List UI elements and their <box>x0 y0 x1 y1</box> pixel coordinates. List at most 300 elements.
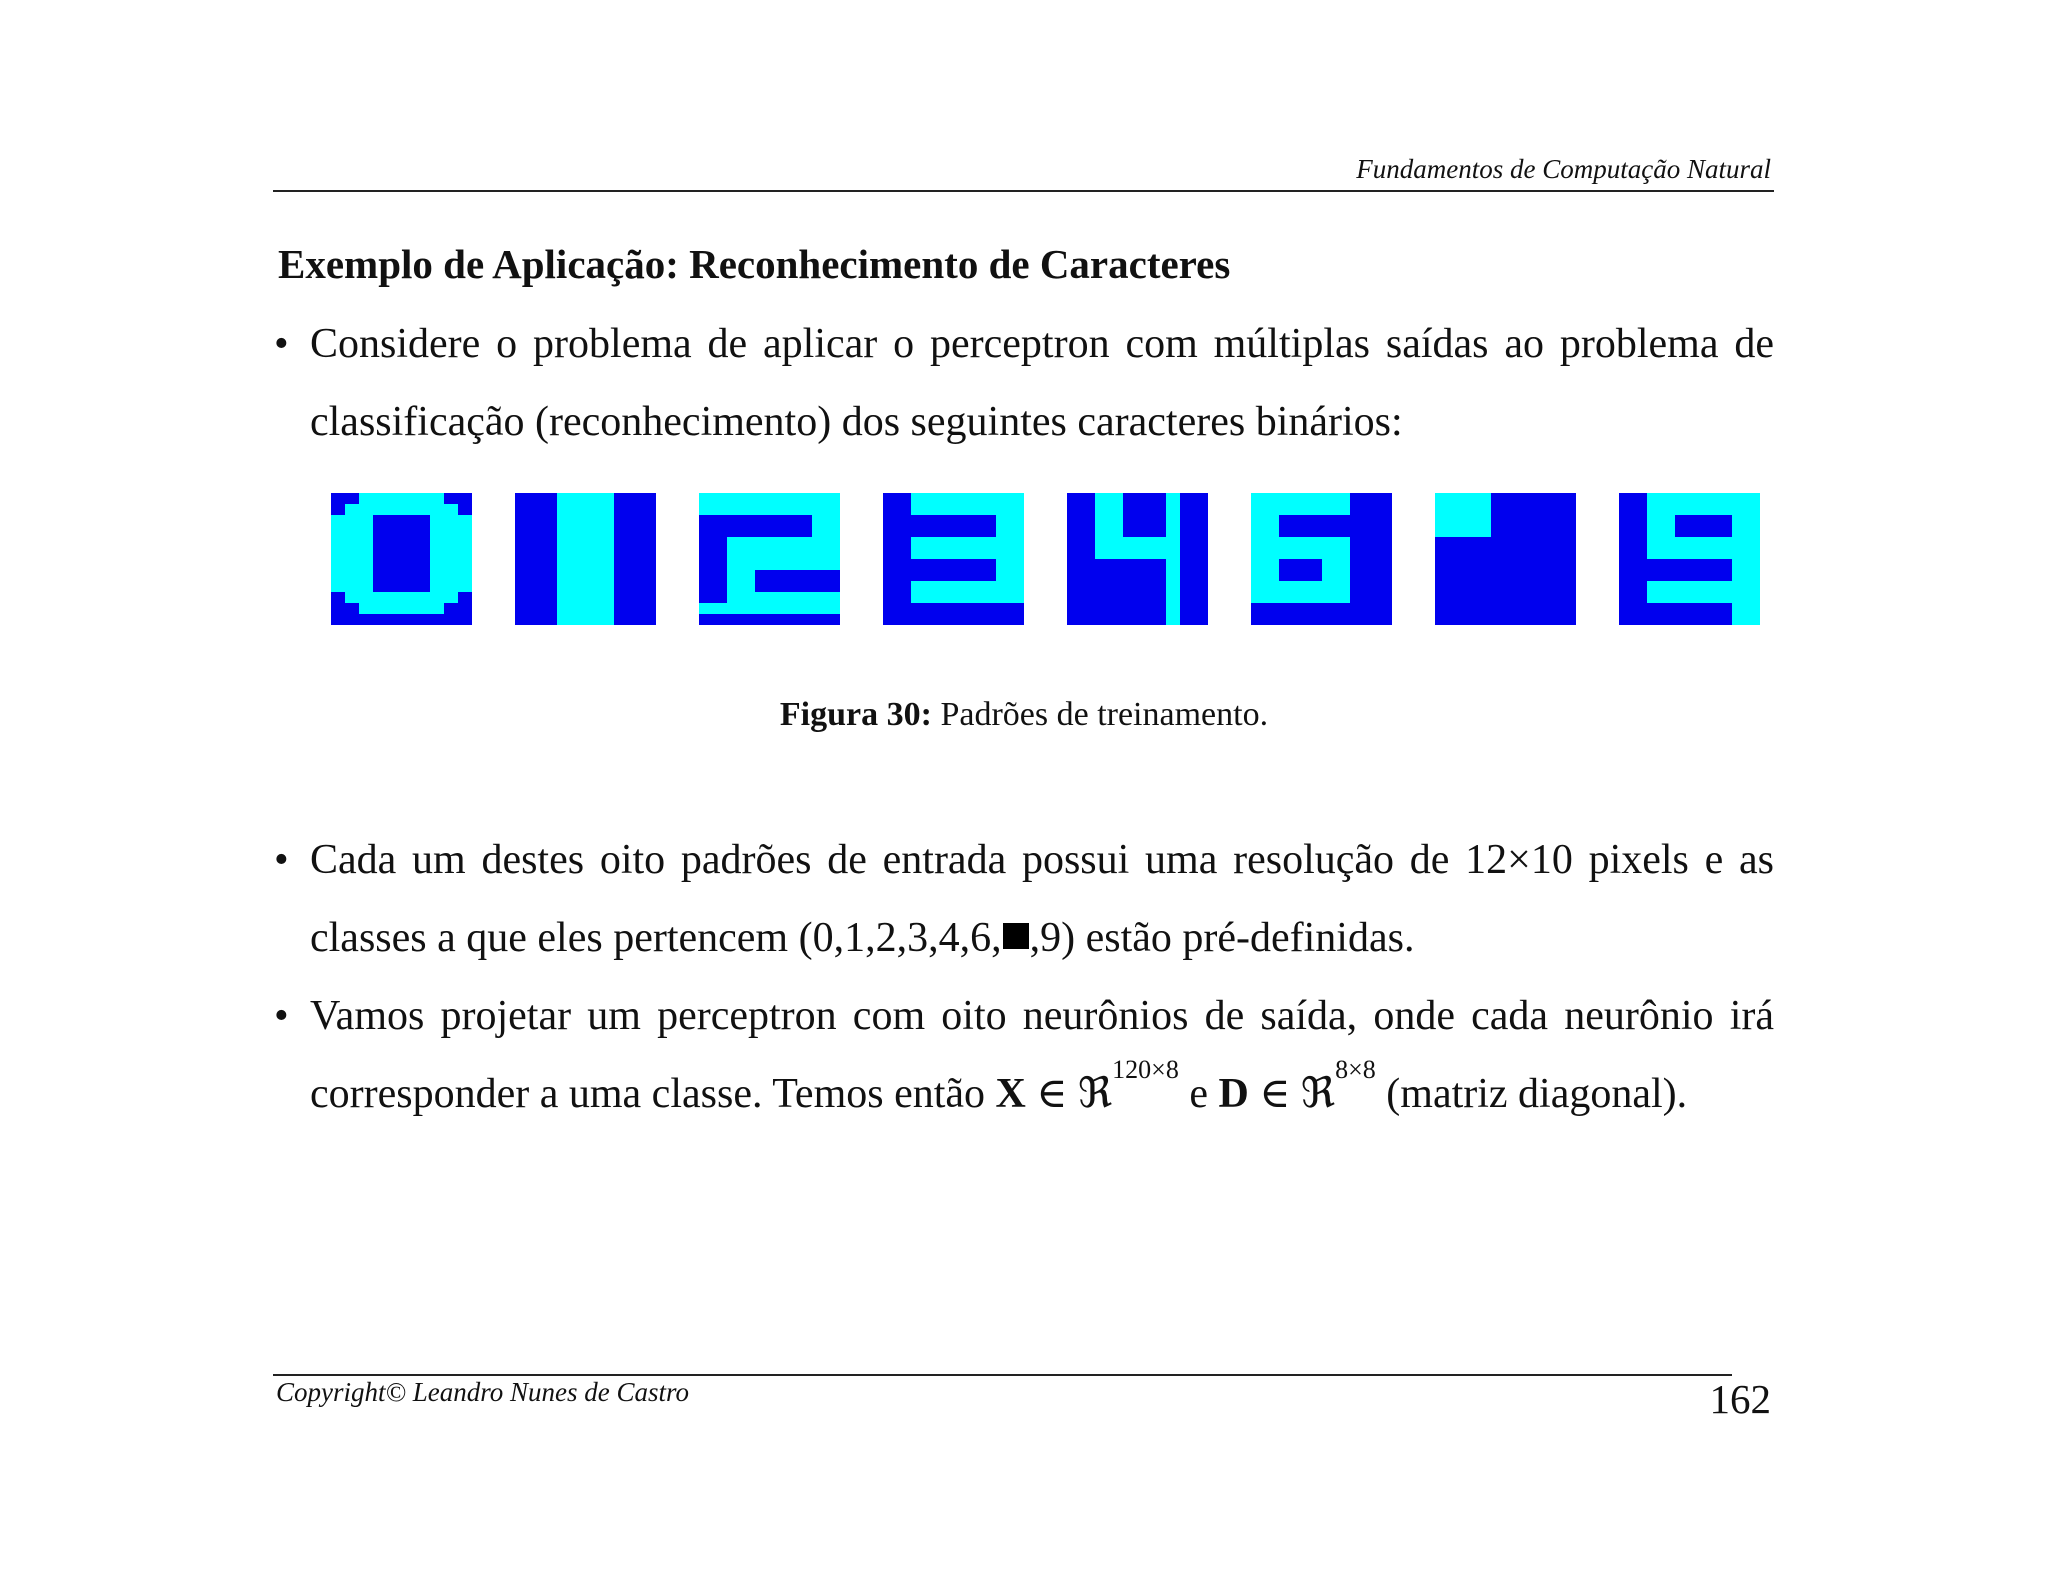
pixel <box>954 537 968 548</box>
pixel <box>925 559 939 570</box>
pixel <box>1336 614 1350 625</box>
pixel <box>359 603 373 614</box>
pixel <box>996 614 1010 625</box>
pixel <box>1534 515 1548 526</box>
pixel <box>1307 559 1321 570</box>
pixel <box>373 614 387 625</box>
pixel <box>416 526 430 537</box>
pixel <box>1619 581 1633 592</box>
pixel <box>1463 603 1477 614</box>
pixel <box>543 504 557 515</box>
pixel <box>1633 559 1647 570</box>
para2-line1 <box>274 827 1774 905</box>
pixel <box>1562 603 1576 614</box>
pixel <box>373 515 387 526</box>
pixel <box>1732 515 1746 526</box>
pixel <box>954 570 968 581</box>
pixel <box>345 504 359 515</box>
pixel <box>911 526 925 537</box>
bullet-icon: • <box>274 837 289 883</box>
pixel <box>1095 570 1109 581</box>
pixel <box>911 493 925 504</box>
pixel <box>600 603 614 614</box>
pixel <box>1718 548 1732 559</box>
pixel <box>1647 537 1661 548</box>
pixel <box>529 592 543 603</box>
pixel <box>444 504 458 515</box>
pixel <box>543 614 557 625</box>
pixel <box>883 537 897 548</box>
pixel <box>416 581 430 592</box>
pixel <box>1633 570 1647 581</box>
pixel <box>416 570 430 581</box>
pixel <box>1180 614 1194 625</box>
pixel <box>1081 548 1095 559</box>
pixel <box>812 614 826 625</box>
pixel <box>529 537 543 548</box>
pixel <box>1633 581 1647 592</box>
pixel <box>1619 493 1633 504</box>
pixel <box>925 581 939 592</box>
pixel <box>1307 614 1321 625</box>
pixel <box>939 526 953 537</box>
pixel <box>444 603 458 614</box>
pixel <box>1123 581 1137 592</box>
pixel <box>741 504 755 515</box>
pixel <box>600 581 614 592</box>
pixel <box>543 570 557 581</box>
pixel <box>798 537 812 548</box>
pixel <box>770 614 784 625</box>
pixel <box>529 493 543 504</box>
pixel <box>713 548 727 559</box>
pixel <box>1350 537 1364 548</box>
pixel <box>1746 570 1760 581</box>
pixel <box>1180 493 1194 504</box>
pixel <box>1661 581 1675 592</box>
pixel <box>586 504 600 515</box>
pixel <box>1109 493 1123 504</box>
pixel <box>1336 504 1350 515</box>
pixel <box>628 581 642 592</box>
pixel <box>1307 592 1321 603</box>
pixel <box>1265 526 1279 537</box>
pixel <box>996 515 1010 526</box>
pixel <box>1279 515 1293 526</box>
pixel <box>557 537 571 548</box>
pixel <box>1477 493 1491 504</box>
pixel <box>1138 592 1152 603</box>
pixel <box>1336 581 1350 592</box>
pixel <box>1520 581 1534 592</box>
pixel <box>1477 515 1491 526</box>
pixel <box>1449 526 1463 537</box>
pixel <box>1293 603 1307 614</box>
pixel <box>727 614 741 625</box>
pixel <box>416 559 430 570</box>
pixel <box>402 537 416 548</box>
pixel <box>1491 548 1505 559</box>
pixel <box>1322 504 1336 515</box>
pixel <box>416 537 430 548</box>
pixel <box>1548 504 1562 515</box>
pixel <box>614 548 628 559</box>
pixel <box>1293 614 1307 625</box>
pixel <box>996 570 1010 581</box>
figure-caption <box>0 696 2048 734</box>
pixel <box>1265 515 1279 526</box>
pixel <box>1251 548 1265 559</box>
pixel <box>741 603 755 614</box>
pixel <box>628 526 642 537</box>
pixel <box>600 559 614 570</box>
pixel <box>359 515 373 526</box>
pixel <box>982 570 996 581</box>
pixel <box>699 504 713 515</box>
pixel <box>1435 548 1449 559</box>
pixel <box>1491 592 1505 603</box>
pixel <box>600 614 614 625</box>
pixel <box>1548 570 1562 581</box>
pixel <box>784 537 798 548</box>
pixel <box>1350 592 1364 603</box>
pixel <box>968 537 982 548</box>
pixel <box>1081 515 1095 526</box>
pixel <box>996 559 1010 570</box>
pixel <box>1704 570 1718 581</box>
pixel <box>755 526 769 537</box>
pixel <box>1506 592 1520 603</box>
pixel <box>387 515 401 526</box>
pixel <box>600 515 614 526</box>
pixel <box>1647 614 1661 625</box>
pixel <box>1718 504 1732 515</box>
pixel <box>529 581 543 592</box>
pixel <box>1279 493 1293 504</box>
pixel <box>1718 603 1732 614</box>
pixel <box>430 581 444 592</box>
pixel <box>1293 526 1307 537</box>
pixel <box>1378 526 1392 537</box>
pixel <box>812 570 826 581</box>
pixel <box>1081 570 1095 581</box>
pixel <box>1477 603 1491 614</box>
pixel <box>826 493 840 504</box>
pixel <box>1109 504 1123 515</box>
pixel <box>713 581 727 592</box>
pixel <box>897 504 911 515</box>
pixel <box>1506 603 1520 614</box>
pixel <box>628 570 642 581</box>
pixel <box>727 504 741 515</box>
pixel <box>331 548 345 559</box>
pixel <box>713 570 727 581</box>
pixel <box>755 614 769 625</box>
pixel <box>458 526 472 537</box>
pixel <box>1067 581 1081 592</box>
pixel <box>586 570 600 581</box>
pixel <box>1477 526 1491 537</box>
pixel <box>416 515 430 526</box>
pixel <box>741 537 755 548</box>
pixel <box>331 603 345 614</box>
conjunction-e: e <box>1178 1071 1219 1117</box>
pixel <box>1251 592 1265 603</box>
pixel <box>529 570 543 581</box>
pixel <box>1336 592 1350 603</box>
pixel <box>1293 515 1307 526</box>
dimension-superscript-1: 120×8 <box>1112 1055 1179 1084</box>
pixel <box>699 581 713 592</box>
pixel <box>741 559 755 570</box>
pixel <box>1081 526 1095 537</box>
pixel <box>1350 614 1364 625</box>
footer-rule <box>273 1374 1732 1376</box>
pixel <box>1520 526 1534 537</box>
pattern-6 <box>1251 493 1392 625</box>
pixel <box>727 548 741 559</box>
pixel <box>1491 581 1505 592</box>
pixel <box>642 548 656 559</box>
pixel <box>1350 526 1364 537</box>
pixel <box>883 592 897 603</box>
pixel <box>359 581 373 592</box>
bullet-paragraph-1 <box>274 311 1774 467</box>
pixel <box>628 493 642 504</box>
pixel <box>1534 526 1548 537</box>
pixel <box>1647 526 1661 537</box>
pixel <box>1307 581 1321 592</box>
pixel <box>911 614 925 625</box>
pixel <box>1010 537 1024 548</box>
pixel <box>770 559 784 570</box>
pixel <box>968 581 982 592</box>
pixel <box>1180 603 1194 614</box>
pixel <box>1152 570 1166 581</box>
pixel <box>614 559 628 570</box>
pixel <box>359 614 373 625</box>
pixel <box>331 592 345 603</box>
pixel <box>699 515 713 526</box>
pixel <box>1647 592 1661 603</box>
pixel <box>770 548 784 559</box>
pixel <box>727 603 741 614</box>
para1-text-line2: classificação (reconhecimento) dos seguintes caracteres binários: <box>310 399 1403 445</box>
pixel <box>458 592 472 603</box>
pixel <box>614 614 628 625</box>
pixel <box>345 570 359 581</box>
pixel <box>1251 504 1265 515</box>
para2-text-line1: Cada um destes oito padrões de entrada possui uma resolução de 12×10 pixels e as <box>310 837 1774 883</box>
pixel <box>1746 537 1760 548</box>
pixel <box>897 581 911 592</box>
pixel <box>770 526 784 537</box>
pixel <box>954 559 968 570</box>
pixel <box>373 548 387 559</box>
pixel <box>1138 493 1152 504</box>
pixel <box>373 526 387 537</box>
pixel <box>571 570 585 581</box>
pixel <box>1336 515 1350 526</box>
pixel <box>614 537 628 548</box>
pixel <box>458 548 472 559</box>
pixel <box>1562 592 1576 603</box>
pixel <box>642 493 656 504</box>
pixel <box>1675 526 1689 537</box>
pixel <box>586 537 600 548</box>
pixel <box>331 526 345 537</box>
pixel <box>571 603 585 614</box>
pixel <box>1265 559 1279 570</box>
pixel <box>1746 603 1760 614</box>
pixel <box>897 570 911 581</box>
pixel <box>1109 570 1123 581</box>
pixel <box>1322 570 1336 581</box>
pixel <box>1463 559 1477 570</box>
pixel <box>430 493 444 504</box>
pixel <box>1194 614 1208 625</box>
pixel <box>1562 614 1576 625</box>
pixel <box>642 504 656 515</box>
pixel <box>557 504 571 515</box>
pixel <box>1732 548 1746 559</box>
pixel <box>798 493 812 504</box>
pixel <box>812 526 826 537</box>
pixel <box>1633 504 1647 515</box>
pixel <box>1690 504 1704 515</box>
pixel <box>1633 603 1647 614</box>
pixel <box>1732 504 1746 515</box>
pixel <box>1647 548 1661 559</box>
pixel <box>939 493 953 504</box>
pixel <box>1095 603 1109 614</box>
pixel <box>1322 559 1336 570</box>
pixel <box>1307 603 1321 614</box>
pattern-1 <box>515 493 656 625</box>
pixel <box>727 581 741 592</box>
pixel <box>1520 559 1534 570</box>
pixel <box>430 548 444 559</box>
pixel <box>586 581 600 592</box>
pixel <box>1378 614 1392 625</box>
pixel <box>1265 537 1279 548</box>
pixel <box>1095 581 1109 592</box>
pixel <box>331 614 345 625</box>
pixel <box>1463 515 1477 526</box>
pixel <box>727 559 741 570</box>
pixel <box>1194 537 1208 548</box>
pixel <box>373 570 387 581</box>
pixel <box>1435 559 1449 570</box>
pixel <box>543 592 557 603</box>
pixel <box>968 515 982 526</box>
pixel <box>345 493 359 504</box>
pixel <box>331 581 345 592</box>
pixel <box>1718 581 1732 592</box>
pixel <box>1251 515 1265 526</box>
pixel <box>784 515 798 526</box>
pixel <box>826 559 840 570</box>
pixel <box>1491 493 1505 504</box>
pixel <box>1010 515 1024 526</box>
pixel <box>1322 515 1336 526</box>
pixel <box>699 614 713 625</box>
pixel <box>996 592 1010 603</box>
pixel <box>897 603 911 614</box>
pixel <box>1307 570 1321 581</box>
pixel <box>1704 493 1718 504</box>
pixel <box>1010 559 1024 570</box>
pixel <box>1152 493 1166 504</box>
pixel <box>1661 614 1675 625</box>
pixel <box>642 537 656 548</box>
pixel <box>1251 559 1265 570</box>
pixel <box>1194 581 1208 592</box>
pixel <box>1364 526 1378 537</box>
pixel <box>954 603 968 614</box>
pixel <box>1690 603 1704 614</box>
pixel <box>1548 537 1562 548</box>
pixel <box>1138 504 1152 515</box>
pixel <box>345 548 359 559</box>
pixel <box>939 537 953 548</box>
pixel <box>1322 603 1336 614</box>
pixel <box>1350 515 1364 526</box>
pixel <box>1251 614 1265 625</box>
pixel <box>1180 570 1194 581</box>
pixel <box>770 515 784 526</box>
pixel <box>1194 603 1208 614</box>
pixel <box>642 526 656 537</box>
pixel <box>1477 581 1491 592</box>
pixel <box>939 570 953 581</box>
pixel <box>1152 592 1166 603</box>
pixel <box>727 526 741 537</box>
pixel <box>1477 504 1491 515</box>
pixel <box>1619 515 1633 526</box>
pixel <box>1704 548 1718 559</box>
pixel <box>1619 526 1633 537</box>
pixel <box>1732 581 1746 592</box>
pixel <box>1562 559 1576 570</box>
pixel <box>1661 515 1675 526</box>
pixel <box>770 537 784 548</box>
matrix-x: X <box>995 1071 1026 1117</box>
pixel <box>939 548 953 559</box>
pixel <box>713 515 727 526</box>
pixel <box>1307 493 1321 504</box>
pixel <box>1138 526 1152 537</box>
pixel <box>1180 504 1194 515</box>
pixel <box>628 504 642 515</box>
pixel <box>571 504 585 515</box>
para3-line2 <box>274 1055 1774 1139</box>
pattern-4 <box>1067 493 1208 625</box>
pixel <box>1010 493 1024 504</box>
pixel <box>982 537 996 548</box>
pixel <box>1463 504 1477 515</box>
pixel <box>1251 603 1265 614</box>
pixel <box>713 592 727 603</box>
pixel <box>982 581 996 592</box>
pixel <box>1690 548 1704 559</box>
pixel <box>699 526 713 537</box>
pixel <box>359 537 373 548</box>
pixel <box>1293 493 1307 504</box>
pixel <box>430 592 444 603</box>
pixel <box>1067 614 1081 625</box>
pixel <box>1293 570 1307 581</box>
